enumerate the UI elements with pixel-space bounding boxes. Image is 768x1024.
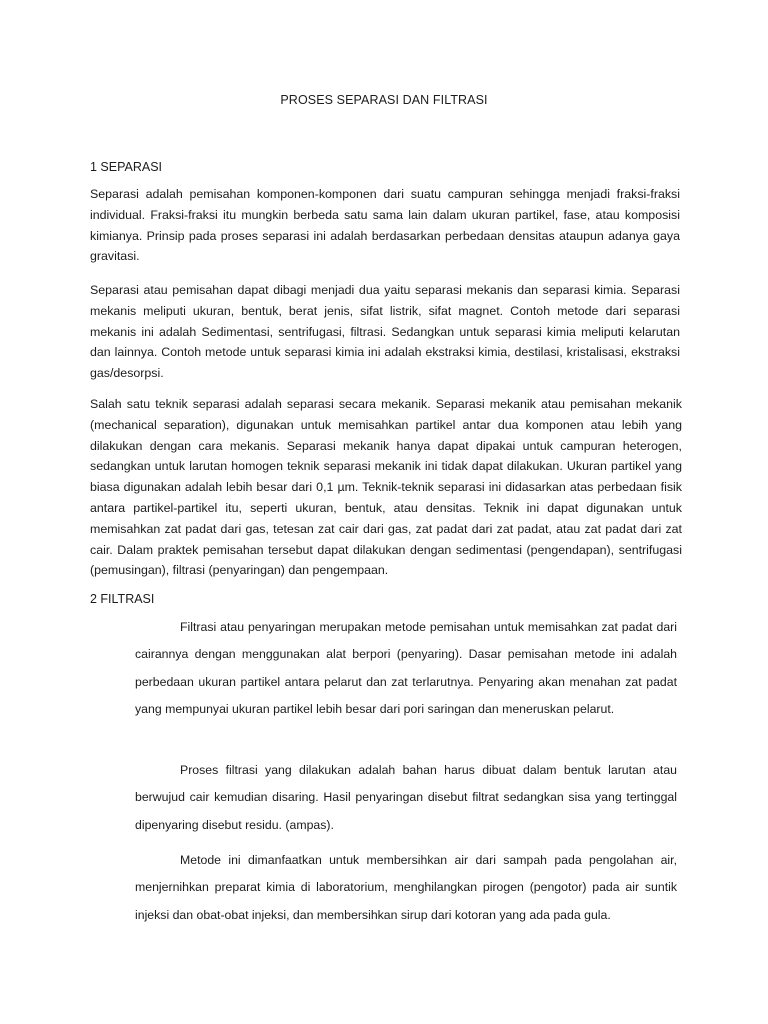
separasi-paragraph-2: Separasi atau pemisahan dapat dibagi menjadi dua yaitu separasi mekanis dan separasi kimia. Separasi mekanis meliputi ukuran, bentuk, berat jenis, sifat listrik, sifat magnet. Contoh metode dari separasi mekanis ini adalah Sedimentasi, sentrifugasi, filtrasi. Sedangkan untuk separasi kimia meliputi kelarutan dan lainnya. Contoh metode untuk separasi kimia ini adalah ekstraksi kimia, destilasi, kristalisasi, ekstraksi gas/desorpsi.	[90, 283, 680, 381]
separasi-paragraph-3: Salah satu teknik separasi adalah separasi secara mekanik. Separasi mekanik atau pemisahan mekanik (mechanical separation), digunakan untuk memisahkan partikel antar dua komponen atau lebih yang dilakukan dengan cara mekanis. Separasi mekanik hanya dapat dipakai untuk campuran heterogen, sedangkan untuk larutan homogen teknik separasi mekanik ini tidak dapat dilakukan. Ukuran partikel yang biasa digunakan adalah lebih besar dari 0,1 µm. Teknik-teknik separasi ini didasarkan atas perbedaan fisik antara partikel-partikel itu, seperti ukuran, bentuk, atau densitas. Teknik ini dapat digunakan untuk memisahkan zat padat dari gas, tetesan zat cair dari gas, zat padat dari zat padat, atau zat padat dari zat cair. Dalam praktek pemisahan tersebut dapat dilakukan dengan sedimentasi (pengendapan), sentrifugasi (pemusingan), filtrasi (penyaringan) dan pengempaan.	[90, 397, 682, 578]
filtrasi-paragraph-1: Filtrasi atau penyaringan merupakan metode pemisahan untuk memisahkan zat padat dari cairannya dengan menggunakan alat berpori (penyaring). Dasar pemisahan metode ini adalah perbedaan ukuran partikel antara pelarut dan zat terlarutnya. Penyaring akan menahan zat padat yang mempunyai ukuran partikel lebih besar dari pori saringan dan meneruskan pelarut.	[135, 620, 677, 717]
document-title: PROSES SEPARASI DAN FILTRASI	[280, 93, 488, 107]
filtrasi-paragraph-2: Proses filtrasi yang dilakukan adalah bahan harus dibuat dalam bentuk larutan atau berwujud cair kemudian disaring. Hasil penyaringan disebut filtrat sedangkan sisa yang tertinggal dipenyaring disebut residu. (ampas).	[135, 763, 677, 832]
filtrasi-paragraph-3: Metode ini dimanfaatkan untuk membersihkan air dari sampah pada pengolahan air, menjernihkan preparat kimia di laboratorium, menghilangkan pirogen (pengotor) pada air suntik injeksi dan obat-obat injeksi, dan membersihkan sirup dari kotoran yang ada pada gula.	[135, 853, 677, 922]
section-heading-filtrasi: 2 FILTRASI	[90, 592, 155, 606]
section-heading-separasi: 1 SEPARASI	[90, 160, 163, 174]
separasi-paragraph-1: Separasi adalah pemisahan komponen-komponen dari suatu campuran sehingga menjadi fraksi-fraksi individual. Fraksi-fraksi itu mungkin berbeda satu sama lain dalam ukuran partikel, fase, atau komposisi kimianya. Prinsip pada proses separasi ini adalah berdasarkan perbedaan densitas ataupun adanya gaya gravitasi.	[90, 187, 680, 264]
